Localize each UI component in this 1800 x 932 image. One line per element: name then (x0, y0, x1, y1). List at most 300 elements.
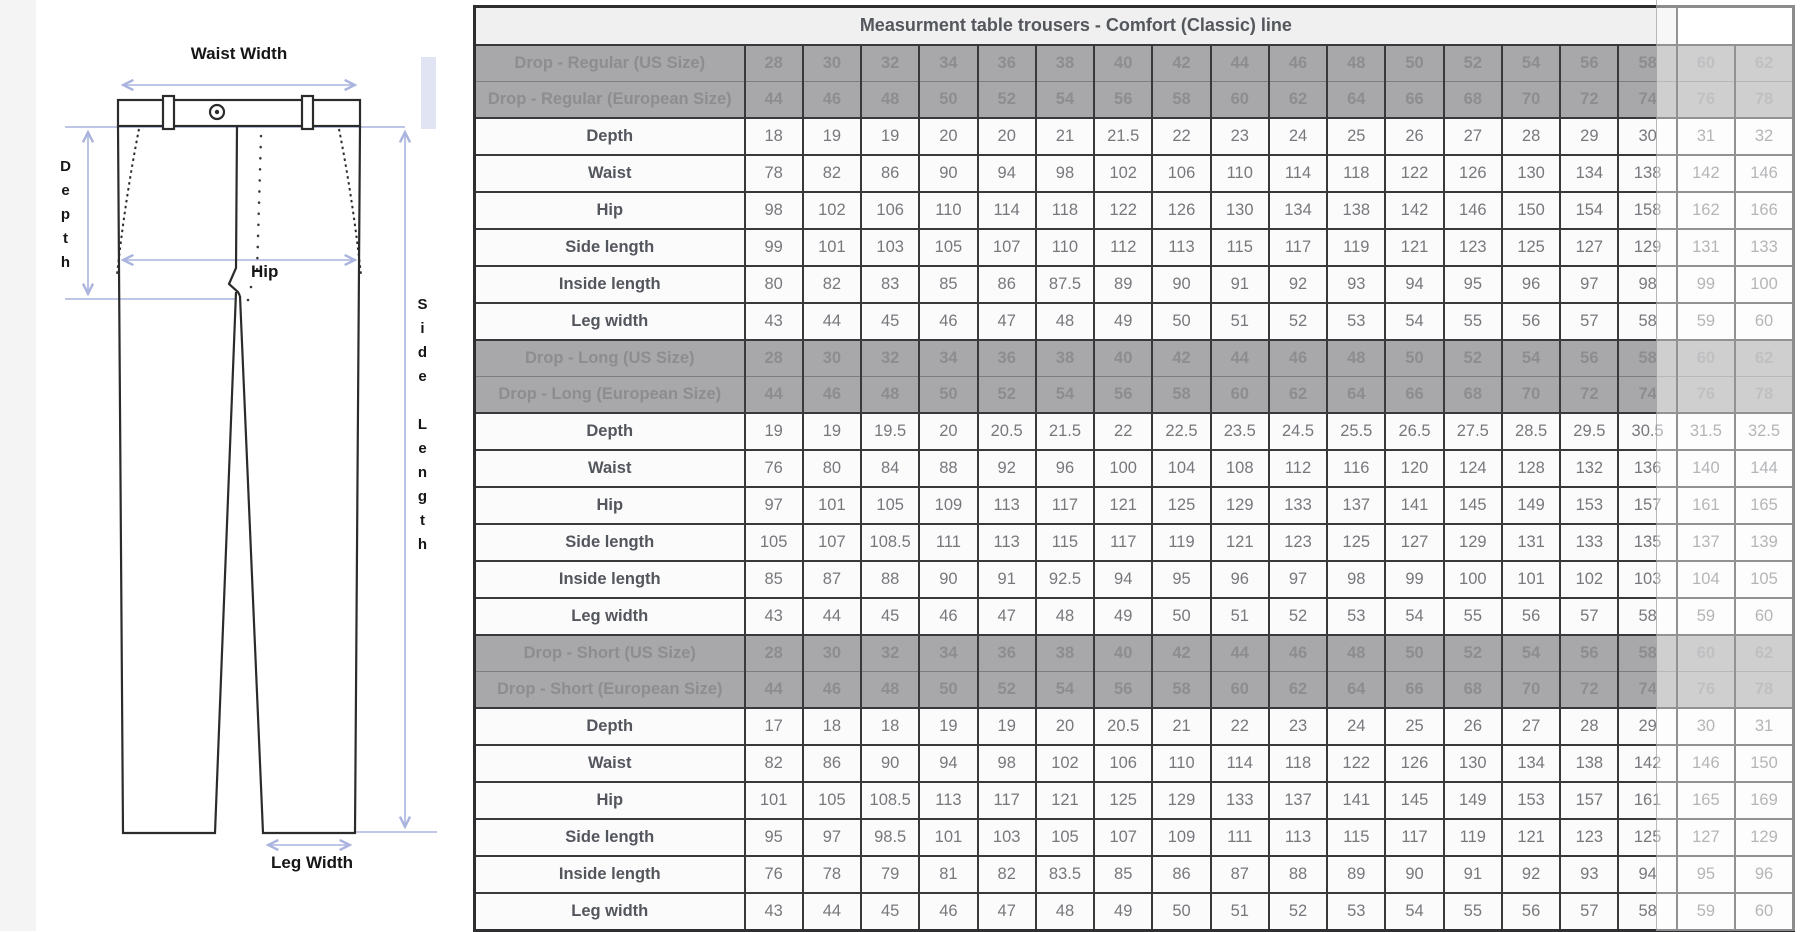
value-cell: 124 (1444, 450, 1502, 487)
value-cell: 165 (1735, 487, 1793, 524)
value-cell: 103 (861, 229, 919, 266)
value-cell: 58 (1618, 893, 1676, 931)
value-cell: 86 (978, 266, 1036, 303)
hip-label: Hip (251, 262, 279, 281)
value-cell: 117 (1094, 524, 1152, 561)
value-cell: 107 (1094, 819, 1152, 856)
value-cell: 44 (745, 376, 803, 413)
value-cell: 48 (1327, 45, 1385, 82)
value-cell: 94 (1094, 561, 1152, 598)
value-cell: 56 (1560, 45, 1618, 82)
value-cell: 48 (861, 376, 919, 413)
value-cell: 101 (1502, 561, 1560, 598)
value-cell: 127 (1560, 229, 1618, 266)
value-cell: 26 (1385, 118, 1443, 155)
value-cell: 119 (1152, 524, 1210, 561)
value-cell: 32 (1735, 118, 1793, 155)
value-cell: 125 (1618, 819, 1676, 856)
value-cell: 86 (803, 745, 861, 782)
value-cell: 133 (1269, 487, 1327, 524)
value-cell: 42 (1152, 340, 1210, 377)
value-cell: 102 (1036, 745, 1094, 782)
value-cell: 90 (919, 155, 977, 192)
value-cell: 127 (1677, 819, 1735, 856)
value-cell: 130 (1211, 192, 1269, 229)
value-cell: 58 (1152, 671, 1210, 708)
value-cell: 56 (1560, 340, 1618, 377)
value-cell: 44 (1211, 635, 1269, 672)
row-label: Inside length (475, 561, 745, 598)
table-row-measure (475, 708, 1794, 745)
value-cell: 62 (1269, 376, 1327, 413)
value-cell: 142 (1618, 745, 1676, 782)
value-cell: 131 (1677, 229, 1735, 266)
value-cell: 94 (1385, 266, 1443, 303)
value-cell: 111 (919, 524, 977, 561)
value-cell: 161 (1618, 782, 1676, 819)
value-cell: 117 (1269, 229, 1327, 266)
value-cell: 83.5 (1036, 856, 1094, 893)
value-cell: 76 (745, 856, 803, 893)
table-row-measure (475, 561, 1794, 598)
value-cell: 66 (1385, 376, 1443, 413)
value-cell: 56 (1094, 671, 1152, 708)
value-cell: 153 (1502, 782, 1560, 819)
row-label: Depth (475, 708, 745, 745)
value-cell: 110 (1152, 745, 1210, 782)
value-cell: 27 (1502, 708, 1560, 745)
value-cell: 162 (1677, 192, 1735, 229)
value-cell: 127 (1385, 524, 1443, 561)
row-label: Drop - Short (European Size) (475, 671, 745, 708)
value-cell: 150 (1502, 192, 1560, 229)
value-cell: 109 (1152, 819, 1210, 856)
value-cell: 158 (1618, 192, 1676, 229)
value-cell: 97 (1560, 266, 1618, 303)
table-row-drop-eu (475, 671, 1794, 708)
value-cell: 56 (1094, 81, 1152, 118)
diagram-edge-fragment (421, 57, 436, 129)
value-cell: 45 (861, 893, 919, 931)
value-cell: 129 (1735, 819, 1793, 856)
value-cell: 68 (1444, 376, 1502, 413)
value-cell: 110 (1211, 155, 1269, 192)
table-row-measure (475, 229, 1794, 266)
side-length-label: Side Length (414, 296, 431, 560)
value-cell: 54 (1502, 45, 1560, 82)
value-cell: 123 (1269, 524, 1327, 561)
value-cell: 101 (803, 487, 861, 524)
value-cell: 130 (1444, 745, 1502, 782)
value-cell: 82 (803, 266, 861, 303)
trousers-outline (117, 96, 361, 833)
value-cell: 109 (919, 487, 977, 524)
table-row-measure (475, 598, 1794, 635)
value-cell: 146 (1735, 155, 1793, 192)
value-cell: 19 (861, 118, 919, 155)
value-cell: 80 (803, 450, 861, 487)
value-cell: 54 (1502, 635, 1560, 672)
value-cell: 43 (745, 598, 803, 635)
value-cell: 47 (978, 303, 1036, 340)
value-cell: 23 (1269, 708, 1327, 745)
value-cell: 48 (1036, 598, 1094, 635)
value-cell: 133 (1560, 524, 1618, 561)
value-cell: 46 (919, 893, 977, 931)
value-cell: 96 (1036, 450, 1094, 487)
value-cell: 60 (1211, 81, 1269, 118)
value-cell: 113 (919, 782, 977, 819)
value-cell: 106 (1152, 155, 1210, 192)
value-cell: 48 (1036, 893, 1094, 931)
value-cell: 40 (1094, 45, 1152, 82)
value-cell: 117 (1036, 487, 1094, 524)
value-cell: 150 (1735, 745, 1793, 782)
value-cell: 58 (1618, 635, 1676, 672)
value-cell: 54 (1385, 893, 1443, 931)
value-cell: 44 (803, 303, 861, 340)
value-cell: 29 (1618, 708, 1676, 745)
value-cell: 141 (1327, 782, 1385, 819)
value-cell: 34 (919, 635, 977, 672)
value-cell: 108.5 (861, 524, 919, 561)
value-cell: 52 (1269, 893, 1327, 931)
value-cell: 60 (1677, 45, 1735, 82)
value-cell: 115 (1211, 229, 1269, 266)
value-cell: 137 (1269, 782, 1327, 819)
value-cell: 110 (1036, 229, 1094, 266)
value-cell: 125 (1094, 782, 1152, 819)
row-label: Drop - Regular (European Size) (475, 81, 745, 118)
table-title-blank-cell (1677, 7, 1794, 45)
value-cell: 60 (1735, 303, 1793, 340)
value-cell: 169 (1735, 782, 1793, 819)
row-label: Leg width (475, 598, 745, 635)
value-cell: 125 (1152, 487, 1210, 524)
value-cell: 97 (745, 487, 803, 524)
value-cell: 79 (861, 856, 919, 893)
value-cell: 96 (1502, 266, 1560, 303)
value-cell: 45 (861, 303, 919, 340)
value-cell: 26 (1444, 708, 1502, 745)
value-cell: 105 (919, 229, 977, 266)
value-cell: 95 (1444, 266, 1502, 303)
value-cell: 93 (1560, 856, 1618, 893)
value-cell: 56 (1094, 376, 1152, 413)
value-cell: 22 (1094, 413, 1152, 450)
table-row-measure (475, 303, 1794, 340)
value-cell: 136 (1618, 450, 1676, 487)
value-cell: 122 (1327, 745, 1385, 782)
value-cell: 21.5 (1036, 413, 1094, 450)
row-label: Drop - Long (US Size) (475, 340, 745, 377)
value-cell: 78 (803, 856, 861, 893)
table-title-row (475, 7, 1794, 45)
measurement-table (473, 5, 1795, 932)
value-cell: 116 (1327, 450, 1385, 487)
value-cell: 115 (1327, 819, 1385, 856)
value-cell: 74 (1618, 376, 1676, 413)
value-cell: 129 (1618, 229, 1676, 266)
value-cell: 53 (1327, 598, 1385, 635)
table-row-measure (475, 118, 1794, 155)
value-cell: 137 (1327, 487, 1385, 524)
value-cell: 133 (1211, 782, 1269, 819)
value-cell: 30 (803, 45, 861, 82)
row-label: Drop - Short (US Size) (475, 635, 745, 672)
value-cell: 122 (1094, 192, 1152, 229)
value-cell: 48 (1327, 635, 1385, 672)
value-cell: 134 (1269, 192, 1327, 229)
value-cell: 97 (803, 819, 861, 856)
value-cell: 46 (803, 81, 861, 118)
value-cell: 50 (919, 81, 977, 118)
value-cell: 19 (919, 708, 977, 745)
value-cell: 120 (1385, 450, 1443, 487)
value-cell: 113 (1269, 819, 1327, 856)
value-cell: 68 (1444, 81, 1502, 118)
value-cell: 43 (745, 893, 803, 931)
value-cell: 66 (1385, 81, 1443, 118)
value-cell: 72 (1560, 376, 1618, 413)
value-cell: 28 (745, 635, 803, 672)
value-cell: 28 (1560, 708, 1618, 745)
value-cell: 123 (1560, 819, 1618, 856)
value-cell: 46 (919, 598, 977, 635)
trousers-diagram-panel (0, 0, 473, 931)
value-cell: 132 (1560, 450, 1618, 487)
row-label: Hip (475, 192, 745, 229)
value-cell: 90 (861, 745, 919, 782)
value-cell: 46 (1269, 45, 1327, 82)
value-cell: 34 (919, 45, 977, 82)
value-cell: 98 (978, 745, 1036, 782)
value-cell: 56 (1560, 635, 1618, 672)
value-cell: 76 (1677, 81, 1735, 118)
value-cell: 70 (1502, 81, 1560, 118)
value-cell: 25 (1385, 708, 1443, 745)
value-cell: 92 (1502, 856, 1560, 893)
table-row-drop-eu (475, 376, 1794, 413)
value-cell: 53 (1327, 893, 1385, 931)
value-cell: 20 (919, 413, 977, 450)
value-cell: 52 (1444, 340, 1502, 377)
value-cell: 112 (1269, 450, 1327, 487)
value-cell: 58 (1618, 303, 1676, 340)
value-cell: 166 (1735, 192, 1793, 229)
row-label: Waist (475, 745, 745, 782)
value-cell: 83 (861, 266, 919, 303)
value-cell: 78 (745, 155, 803, 192)
value-cell: 113 (978, 487, 1036, 524)
value-cell: 121 (1385, 229, 1443, 266)
value-cell: 18 (861, 708, 919, 745)
value-cell: 52 (1444, 45, 1502, 82)
value-cell: 126 (1444, 155, 1502, 192)
value-cell: 119 (1444, 819, 1502, 856)
row-label: Waist (475, 450, 745, 487)
value-cell: 30 (803, 635, 861, 672)
value-cell: 95 (1677, 856, 1735, 893)
value-cell: 36 (978, 340, 1036, 377)
value-cell: 146 (1444, 192, 1502, 229)
value-cell: 86 (861, 155, 919, 192)
value-cell: 43 (745, 303, 803, 340)
value-cell: 101 (745, 782, 803, 819)
value-cell: 23 (1211, 118, 1269, 155)
value-cell: 32 (861, 340, 919, 377)
value-cell: 55 (1444, 598, 1502, 635)
value-cell: 95 (745, 819, 803, 856)
value-cell: 54 (1036, 671, 1094, 708)
value-cell: 57 (1560, 303, 1618, 340)
table-row-measure (475, 745, 1794, 782)
waist-width-label: Waist Width (190, 44, 288, 63)
value-cell: 100 (1444, 561, 1502, 598)
value-cell: 96 (1735, 856, 1793, 893)
row-label: Drop - Regular (US Size) (475, 45, 745, 82)
value-cell: 30.5 (1618, 413, 1676, 450)
value-cell: 31 (1735, 708, 1793, 745)
value-cell: 149 (1502, 487, 1560, 524)
value-cell: 121 (1036, 782, 1094, 819)
value-cell: 74 (1618, 671, 1676, 708)
value-cell: 51 (1211, 598, 1269, 635)
value-cell: 17 (745, 708, 803, 745)
value-cell: 117 (978, 782, 1036, 819)
value-cell: 98 (745, 192, 803, 229)
value-cell: 31 (1677, 118, 1735, 155)
table-row-measure (475, 782, 1794, 819)
value-cell: 88 (1269, 856, 1327, 893)
value-cell: 24 (1269, 118, 1327, 155)
value-cell: 28 (1502, 118, 1560, 155)
value-cell: 90 (1152, 266, 1210, 303)
value-cell: 60 (1735, 598, 1793, 635)
value-cell: 88 (861, 561, 919, 598)
value-cell: 161 (1677, 487, 1735, 524)
value-cell: 118 (1327, 155, 1385, 192)
value-cell: 50 (1385, 635, 1443, 672)
value-cell: 30 (1618, 118, 1676, 155)
value-cell: 27 (1444, 118, 1502, 155)
value-cell: 101 (803, 229, 861, 266)
value-cell: 32 (861, 635, 919, 672)
value-cell: 56 (1502, 893, 1560, 931)
value-cell: 54 (1036, 81, 1094, 118)
value-cell: 19 (803, 413, 861, 450)
value-cell: 24.5 (1269, 413, 1327, 450)
value-cell: 154 (1560, 192, 1618, 229)
value-cell: 50 (1152, 598, 1210, 635)
value-cell: 62 (1735, 635, 1793, 672)
value-cell: 48 (1036, 303, 1094, 340)
value-cell: 89 (1094, 266, 1152, 303)
value-cell: 125 (1327, 524, 1385, 561)
value-cell: 51 (1211, 893, 1269, 931)
value-cell: 58 (1618, 45, 1676, 82)
value-cell: 30 (1677, 708, 1735, 745)
value-cell: 88 (919, 450, 977, 487)
value-cell: 121 (1502, 819, 1560, 856)
value-cell: 26.5 (1385, 413, 1443, 450)
value-cell: 100 (1094, 450, 1152, 487)
value-cell: 92 (978, 450, 1036, 487)
value-cell: 105 (1735, 561, 1793, 598)
value-cell: 50 (1385, 45, 1443, 82)
value-cell: 105 (745, 524, 803, 561)
value-cell: 113 (978, 524, 1036, 561)
value-cell: 58 (1152, 81, 1210, 118)
table-row-drop-us (475, 635, 1794, 672)
value-cell: 18 (803, 708, 861, 745)
value-cell: 50 (919, 671, 977, 708)
value-cell: 85 (1094, 856, 1152, 893)
value-cell: 103 (978, 819, 1036, 856)
value-cell: 86 (1152, 856, 1210, 893)
value-cell: 53 (1327, 303, 1385, 340)
value-cell: 118 (1036, 192, 1094, 229)
table-row-measure (475, 266, 1794, 303)
value-cell: 94 (978, 155, 1036, 192)
value-cell: 48 (861, 81, 919, 118)
value-cell: 32.5 (1735, 413, 1793, 450)
value-cell: 111 (1211, 819, 1269, 856)
value-cell: 62 (1735, 340, 1793, 377)
value-cell: 95 (1152, 561, 1210, 598)
table-row-measure (475, 893, 1794, 931)
value-cell: 54 (1385, 598, 1443, 635)
value-cell: 93 (1327, 266, 1385, 303)
value-cell: 85 (919, 266, 977, 303)
value-cell: 126 (1385, 745, 1443, 782)
table-row-measure (475, 856, 1794, 893)
value-cell: 62 (1735, 45, 1793, 82)
value-cell: 138 (1560, 745, 1618, 782)
value-cell: 157 (1618, 487, 1676, 524)
table-row-drop-us (475, 340, 1794, 377)
value-cell: 42 (1152, 635, 1210, 672)
value-cell: 99 (1385, 561, 1443, 598)
row-label: Hip (475, 487, 745, 524)
value-cell: 146 (1677, 745, 1735, 782)
table-row-measure (475, 524, 1794, 561)
value-cell: 50 (1152, 893, 1210, 931)
value-cell: 55 (1444, 303, 1502, 340)
value-cell: 122 (1385, 155, 1443, 192)
value-cell: 36 (978, 635, 1036, 672)
value-cell: 103 (1618, 561, 1676, 598)
value-cell: 119 (1327, 229, 1385, 266)
value-cell: 98 (1327, 561, 1385, 598)
value-cell: 22 (1152, 118, 1210, 155)
value-cell: 22.5 (1152, 413, 1210, 450)
value-cell: 78 (1735, 376, 1793, 413)
value-cell: 56 (1502, 598, 1560, 635)
value-cell: 55 (1444, 893, 1502, 931)
value-cell: 72 (1560, 81, 1618, 118)
value-cell: 60 (1677, 635, 1735, 672)
value-cell: 142 (1385, 192, 1443, 229)
value-cell: 139 (1735, 524, 1793, 561)
value-cell: 64 (1327, 376, 1385, 413)
value-cell: 106 (861, 192, 919, 229)
value-cell: 40 (1094, 340, 1152, 377)
table-row-measure (475, 155, 1794, 192)
value-cell: 32 (861, 45, 919, 82)
value-cell: 91 (1211, 266, 1269, 303)
row-label: Side length (475, 524, 745, 561)
